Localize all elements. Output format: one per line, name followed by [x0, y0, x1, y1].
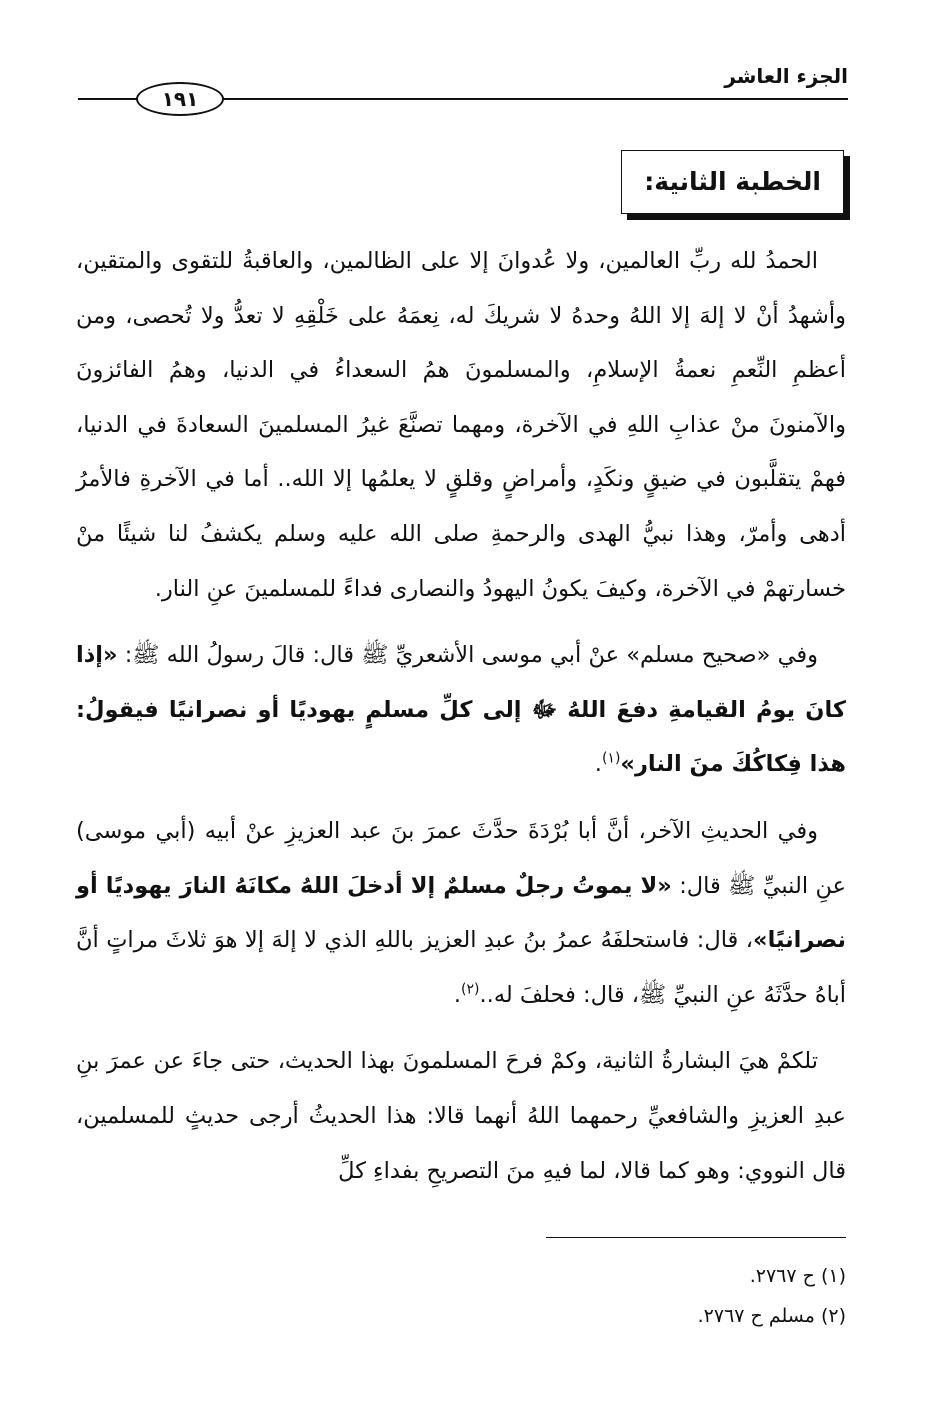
footnote-ref-1: (١): [601, 750, 621, 767]
paragraph-1: الحمدُ لله ربِّ العالمين، ولا عُدوانَ إلا على الظالمين، والعاقبةُ للتقوى والمتقين، وأشهدُ أنْ لا إلهَ إلا اللهُ وحدهُ لا شريكَ له، نِعمَهُ على خَلْقِهِ لا تعدُّ ولا تُحصى، ومن أعظمِ النِّعمِ نعمةُ الإسلامِ، والمسلمونَ همُ السعداءُ في الدنيا، وهمُ الفائزونَ والآمنونَ منْ عذابِ اللهِ في الآخرة، ومهما تصنَّعَ غيرُ المسلمينَ السعادةَ في الدنيا، فهمْ يتقلَّبون في ضيقٍ ونكَدٍ، وأمراضٍ وقلقٍ لا يعلمُها إلا الله.. أما في الآخرةِ فالأمرُ أدهى وأمرّ، وهذا نبيُّ الهدى والرحمةِ صلى الله عليه وسلم يكشفُ لنا شيئًا منْ خسارتهمْ في الآخرة، وكيفَ يكونُ اليهودُ والنصارى فداءً للمسلمينَ عنِ النار.: [76, 248, 846, 602]
paragraph-4: تلكمْ هيَ البشارةُ الثانية، وكمْ فرحَ المسلمونَ بهذا الحديث، حتى جاءَ عن عمرَ بنِ عبدِ العزيزِ والشافعيِّ رحمهما اللهُ أنهما قالا: هذا الحديثُ أرجى حديثٍ للمسلمين، قال النووي: وهو كما قالا، لما فيهِ منَ التصريحِ بفداءِ كلِّ: [76, 1048, 846, 1184]
footnotes: [76, 1256, 846, 1336]
hadith-2: «لا يموتُ رجلٌ مسلمٌ إلا أدخلَ اللهُ مكانَهُ النارَ يهوديًا أو نصرانيًا»: [76, 872, 846, 954]
paragraph-2: وفي «صحيح مسلم» عنْ أبي موسى الأشعريِّ ﷺ قال: قالَ رسولُ الله ﷺ: «إذا كانَ يومُ القيامةِ دفعَ اللهُ ﷻ إلى كلِّ مسلمٍ يهوديًا أو نصرانيًا فيقولُ: هذا فِكاكُكَ منَ النار»$^{(١)}$.: [76, 642, 846, 778]
footnote-ref-2: (٢): [461, 981, 480, 998]
paragraph-3: وفي الحديثِ الآخر، أنَّ أبا بُرْدَةَ حدَّثَ عمرَ بنَ عبد العزيزِ عنْ أبيه (أبي موسى) عنِ النبيِّ ﷺ قال: «لا يموتُ رجلٌ مسلمٌ إلا أدخلَ اللهُ مكانَهُ النارَ يهوديًا أو نصرانيًا»، قال: فاستحلفَهُ عمرُ بنُ عبدِ العزيز باللهِ الذي لا إلهَ إلا هوَ ثلاثَ مراتٍ أنَّ أباهُ حدَّثَهُ عنِ النبيِّ ﷺ، قال: فحلفَ له..$^{(٢)}$.: [76, 817, 847, 1008]
paragraph-3-rest: ، قال: فاستحلفَهُ عمرُ بنُ عبدِ العزيز باللهِ الذي لا إلهَ إلا هوَ ثلاثَ مراتٍ أنَّ أباهُ حدَّثَهُ عنِ النبيِّ ﷺ، قال: فحلفَ له..: [76, 927, 846, 1008]
page-number: ١٩١: [136, 82, 224, 116]
footnote-1: (١) ح ٢٧٦٧.: [749, 1265, 846, 1287]
footnote-rule: [546, 1237, 846, 1238]
header-title: الجزء العاشر: [724, 64, 848, 88]
section-title: الخطبة الثانية:: [621, 150, 844, 214]
paragraph-2-intro: وفي «صحيح مسلم» عنْ أبي موسى الأشعريِّ ﷺ قال: قالَ رسولُ الله ﷺ:: [124, 642, 818, 669]
body-text: [76, 234, 846, 1198]
hadith-1: «إذا كانَ يومُ القيامةِ دفعَ اللهُ ﷻ إلى كلِّ مسلمٍ يهوديًا أو نصرانيًا فيقولُ: هذا فِكاكُكَ منَ النار»: [76, 642, 846, 778]
page-header: [78, 58, 848, 118]
paragraph-3-intro: وفي الحديثِ الآخر، أنَّ أبا بُرْدَةَ حدَّثَ عمرَ بنَ عبد العزيزِ عنْ أبيه (أبي موسى) عنِ النبيِّ ﷺ قال:: [76, 817, 847, 899]
footnote-2: (٢) مسلم ح ٢٧٦٧.: [697, 1305, 846, 1327]
